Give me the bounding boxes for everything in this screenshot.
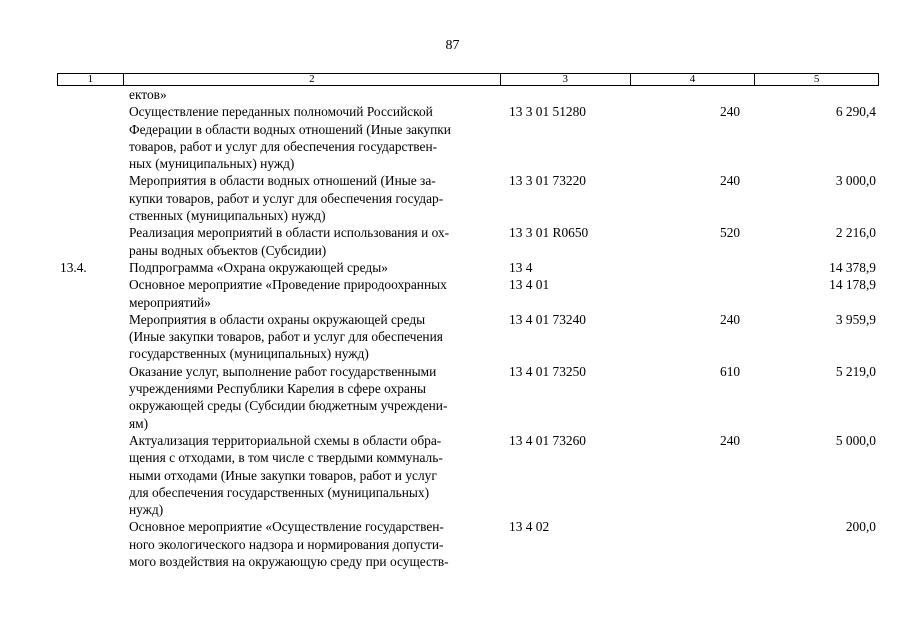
row-name-line: ными отходами (Иные закупки товаров, работ и услуг [129, 467, 437, 483]
table-header-row [57, 73, 879, 86]
row-sum: 6 290,4 [835, 104, 876, 120]
row-name-line: Мероприятия в области водных отношений (Иные за- [129, 173, 436, 189]
row-sum: 2 216,0 [835, 225, 876, 241]
table-row [57, 259, 879, 276]
header-col-3: 3 [501, 74, 631, 85]
row-name [129, 259, 508, 276]
row-name [129, 224, 508, 259]
row-name-line: Оказание услуг, выполнение работ государственными [129, 363, 437, 379]
table-row [57, 103, 879, 172]
row-name-line: окружающей среды (Субсидии бюджетным учреждени- [129, 398, 448, 414]
row-sum: 14 178,9 [829, 277, 876, 293]
row-name [129, 86, 508, 103]
row-name-line: Актуализация территориальной схемы в области обра- [129, 432, 442, 448]
row-name-line: Мероприятия в области охраны окружающей среды [129, 311, 426, 327]
header-col-2: 2 [124, 74, 501, 85]
row-name [129, 518, 508, 570]
row-code: 13 4 01 [509, 277, 550, 293]
row-name-line: ных (муниципальных) нужд) [129, 156, 295, 172]
row-name-line: Подпрограмма «Охрана окружающей среды» [129, 259, 388, 275]
row-sum: 5 000,0 [835, 432, 876, 448]
table-row [57, 432, 879, 518]
table-row [57, 518, 879, 570]
table-row [57, 224, 879, 259]
row-name-line: ного экологического надзора и нормирования допусти- [129, 536, 444, 552]
header-col-1: 1 [58, 74, 124, 85]
table-row [57, 276, 879, 311]
row-sum: 3 959,9 [835, 311, 876, 327]
row-name-line: Основное мероприятие «Осуществление государствен- [129, 519, 444, 535]
row-sum: 3 000,0 [835, 173, 876, 189]
row-name-line: ям) [129, 415, 149, 431]
row-name-line: Осуществление переданных полномочий Российской [129, 104, 433, 120]
row-sum: 5 219,0 [835, 363, 876, 379]
table-row [57, 86, 879, 103]
row-name [129, 311, 508, 363]
table-row [57, 172, 879, 224]
row-name-line: нужд) [129, 502, 164, 518]
row-expense-type: 240 [720, 311, 741, 327]
row-name-line: мероприятий» [129, 294, 211, 310]
row-name-line: купки товаров, работ и услуг для обеспечения государ- [129, 190, 444, 206]
table-row [57, 311, 879, 363]
row-name-line: мого воздействия на окружающую среду при осуществ- [129, 554, 449, 570]
row-name-line: ектов» [129, 87, 167, 102]
row-name-line: (Иные закупки товаров, работ и услуг для обеспечения [129, 329, 443, 345]
row-name [129, 172, 508, 224]
page-number: 87 [445, 38, 460, 53]
row-name-line: ственных (муниципальных) нужд) [129, 208, 326, 224]
row-name-line: Основное мероприятие «Проведение природоохранных [129, 277, 447, 293]
row-name-line: щения с отходами, в том числе с твердыми коммуналь- [129, 450, 443, 466]
row-code: 13 4 02 [509, 519, 550, 535]
row-expense-type: 240 [720, 173, 741, 189]
row-name-line: Реализация мероприятий в области использования и ох- [129, 225, 450, 241]
row-name-line: для обеспечения государственных (муниципальных) [129, 484, 430, 500]
row-number: 13.4. [60, 259, 87, 275]
row-expense-type: 240 [720, 432, 741, 448]
row-name [129, 363, 508, 432]
row-expense-type: 240 [720, 104, 741, 120]
row-code: 13 4 01 73240 [509, 311, 586, 327]
row-code: 13 3 01 73220 [509, 173, 586, 189]
row-sum: 200,0 [845, 519, 876, 535]
row-name [129, 103, 508, 172]
row-code: 13 3 01 R0650 [509, 225, 589, 241]
header-col-5: 5 [813, 73, 820, 85]
row-name-line: учреждениями Республики Карелия в сфере охраны [129, 381, 427, 397]
row-code: 13 4 [509, 259, 533, 275]
row-expense-type: 610 [720, 363, 741, 379]
row-code: 13 4 01 73250 [509, 363, 586, 379]
row-name-line: товаров, работ и услуг для обеспечения государствен- [129, 138, 438, 154]
budget-table-body [57, 86, 879, 570]
header-col-4: 4 [631, 74, 756, 85]
row-expense-type: 520 [720, 225, 741, 241]
table-row [57, 363, 879, 432]
row-name-line: раны водных объектов (Субсидии) [129, 242, 327, 258]
row-sum: 14 378,9 [829, 259, 876, 275]
row-name-line: Федерации в области водных отношений (Иные закупки [129, 121, 451, 137]
row-code: 13 4 01 73260 [509, 432, 586, 448]
row-name-line: государственных (муниципальных) нужд) [129, 346, 369, 362]
row-code: 13 3 01 51280 [509, 104, 586, 120]
row-name [129, 432, 508, 518]
row-name [129, 276, 508, 311]
